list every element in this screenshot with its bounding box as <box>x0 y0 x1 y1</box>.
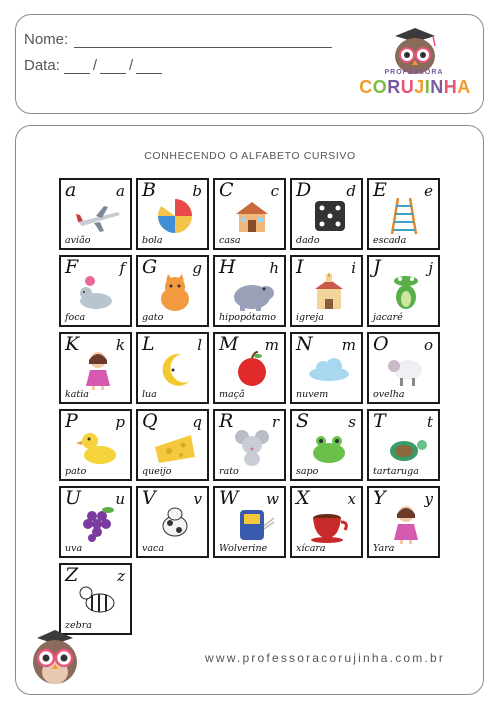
card-word: rato <box>219 466 239 477</box>
ladder-icon <box>382 196 430 236</box>
card-word: maçã <box>219 389 245 400</box>
alphabet-card <box>367 178 440 250</box>
cloud-icon <box>305 350 353 390</box>
alphabet-card <box>367 332 440 404</box>
card-word: casa <box>219 235 241 246</box>
alphabet-card <box>290 178 363 250</box>
mouse-icon <box>228 427 276 467</box>
card-word: pato <box>65 466 87 477</box>
church-icon <box>305 273 353 313</box>
uppercase-letter: U <box>65 487 82 509</box>
uppercase-letter: H <box>219 256 236 278</box>
apple-icon <box>228 350 276 390</box>
card-word: igreja <box>296 312 324 323</box>
uppercase-letter: L <box>142 333 155 355</box>
lowercase-letter: g <box>192 259 202 277</box>
sheep-icon <box>382 350 430 390</box>
girl-icon <box>382 504 430 544</box>
lowercase-letter: a <box>116 182 125 200</box>
lowercase-letter: z <box>117 567 125 585</box>
card-word: zebra <box>65 620 92 631</box>
alphabet-card <box>59 486 132 558</box>
owl-mascot-icon <box>25 628 85 690</box>
card-word: Wolverine <box>219 543 268 554</box>
alphabet-card <box>213 409 286 481</box>
date-day-line[interactable] <box>64 59 90 74</box>
alphabet-card <box>59 178 132 250</box>
alphabet-card <box>213 255 286 327</box>
uppercase-letter: S <box>296 410 310 432</box>
brand-subtitle: PROFESSORA <box>384 69 444 76</box>
lowercase-letter: s <box>348 413 356 431</box>
name-label: Nome: <box>24 31 69 48</box>
alphabet-card <box>367 255 440 327</box>
lowercase-letter: h <box>269 259 279 277</box>
alphabet-card <box>59 563 132 635</box>
dice-icon <box>305 196 353 236</box>
cow-icon <box>151 504 199 544</box>
lowercase-letter: w <box>266 490 279 508</box>
alphabet-card <box>59 409 132 481</box>
duck-icon <box>74 427 122 467</box>
lowercase-letter: u <box>115 490 125 508</box>
cat-icon <box>151 273 199 313</box>
wolverine-icon <box>228 504 276 544</box>
alphabet-card <box>136 409 209 481</box>
lowercase-letter: t <box>426 413 433 431</box>
card-word: foca <box>65 312 86 323</box>
uppercase-letter: Y <box>373 487 386 509</box>
cup-icon <box>305 504 353 544</box>
alphabet-card <box>136 255 209 327</box>
card-word: xícara <box>296 543 326 554</box>
uppercase-letter: J <box>373 256 381 278</box>
grapes-icon <box>74 504 122 544</box>
uppercase-letter: W <box>219 487 239 509</box>
moon-icon <box>151 350 199 390</box>
alphabet-card <box>213 486 286 558</box>
date-year-line[interactable] <box>136 59 162 74</box>
uppercase-letter: P <box>65 410 78 432</box>
alphabet-card <box>367 409 440 481</box>
alphabet-card <box>290 255 363 327</box>
uppercase-letter: Q <box>142 410 158 432</box>
card-word: jacaré <box>373 312 403 323</box>
card-word: hipopótamo <box>219 312 276 323</box>
uppercase-letter: Z <box>65 564 79 586</box>
lowercase-letter: j <box>428 259 433 277</box>
card-word: queijo <box>142 466 172 477</box>
card-word: dado <box>296 235 320 246</box>
uppercase-letter: X <box>296 487 310 509</box>
card-word: escada <box>373 235 407 246</box>
lowercase-letter: b <box>192 182 202 200</box>
lowercase-letter: y <box>424 490 433 508</box>
brand-title: CORUJINHA <box>359 77 471 97</box>
hippo-icon <box>228 273 276 313</box>
turtle-icon <box>382 427 430 467</box>
alphabet-card <box>367 486 440 558</box>
lowercase-letter: m <box>264 336 279 354</box>
lowercase-letter: v <box>193 490 202 508</box>
card-word: gato <box>142 312 164 323</box>
card-word: lua <box>142 389 157 400</box>
card-word: tartaruga <box>373 466 419 477</box>
ball-icon <box>151 196 199 236</box>
lowercase-letter: c <box>270 182 279 200</box>
lowercase-letter: i <box>351 259 356 277</box>
uppercase-letter: T <box>373 410 386 432</box>
uppercase-letter: K <box>65 333 80 355</box>
house-icon <box>228 196 276 236</box>
uppercase-letter: B <box>142 179 156 201</box>
card-word: sapo <box>296 466 319 477</box>
alphabet-card <box>136 178 209 250</box>
uppercase-letter: M <box>219 333 239 355</box>
name-field[interactable] <box>24 31 332 48</box>
uppercase-letter: E <box>373 179 387 201</box>
uppercase-letter: O <box>373 333 389 355</box>
card-word: uva <box>65 543 83 554</box>
alligator-icon <box>382 273 430 313</box>
worksheet-title: CONHECENDO O ALFABETO CURSIVO <box>144 150 356 162</box>
alphabet-card <box>213 178 286 250</box>
alphabet-card <box>59 332 132 404</box>
frog-icon <box>305 427 353 467</box>
alphabet-card <box>290 409 363 481</box>
alphabet-card <box>136 486 209 558</box>
card-word: katia <box>65 389 89 400</box>
website-url[interactable]: www.professoracorujinha.com.br <box>205 651 446 665</box>
date-slash: / <box>129 57 134 74</box>
card-word: avião <box>65 235 91 246</box>
seal-icon <box>74 273 122 313</box>
lowercase-letter: f <box>119 259 125 277</box>
girl-icon <box>74 350 122 390</box>
alphabet-card <box>136 332 209 404</box>
card-word: vaca <box>142 543 165 554</box>
date-label: Data: <box>24 57 60 74</box>
card-word: nuvem <box>296 389 329 400</box>
uppercase-letter: N <box>296 333 313 355</box>
lowercase-letter: m <box>341 336 356 354</box>
alphabet-card <box>59 255 132 327</box>
uppercase-letter: D <box>296 179 312 201</box>
uppercase-letter: C <box>219 179 234 201</box>
cheese-icon <box>151 427 199 467</box>
card-word: bola <box>142 235 163 246</box>
date-field[interactable] <box>24 57 162 74</box>
alphabet-card <box>213 332 286 404</box>
name-line[interactable] <box>74 33 332 48</box>
uppercase-letter: F <box>65 256 79 278</box>
uppercase-letter: R <box>219 410 234 432</box>
alphabet-card <box>290 486 363 558</box>
lowercase-letter: p <box>115 413 125 431</box>
uppercase-letter: a <box>65 179 77 201</box>
lowercase-letter: d <box>346 182 356 200</box>
date-slash: / <box>92 57 98 74</box>
uppercase-letter: V <box>142 487 156 509</box>
lowercase-letter: x <box>347 490 356 508</box>
uppercase-letter: I <box>296 256 304 278</box>
date-month-line[interactable] <box>100 59 126 74</box>
lowercase-letter: e <box>424 182 433 200</box>
card-word: Yara <box>373 543 395 554</box>
zebra-icon <box>74 581 122 621</box>
lowercase-letter: r <box>271 413 279 431</box>
card-word: ovelha <box>373 389 405 400</box>
airplane-icon <box>74 196 122 236</box>
lowercase-letter: o <box>423 336 433 354</box>
alphabet-card <box>290 332 363 404</box>
lowercase-letter: l <box>197 336 202 354</box>
lowercase-letter: k <box>115 336 125 354</box>
uppercase-letter: G <box>142 256 158 278</box>
lowercase-letter: q <box>192 413 202 431</box>
